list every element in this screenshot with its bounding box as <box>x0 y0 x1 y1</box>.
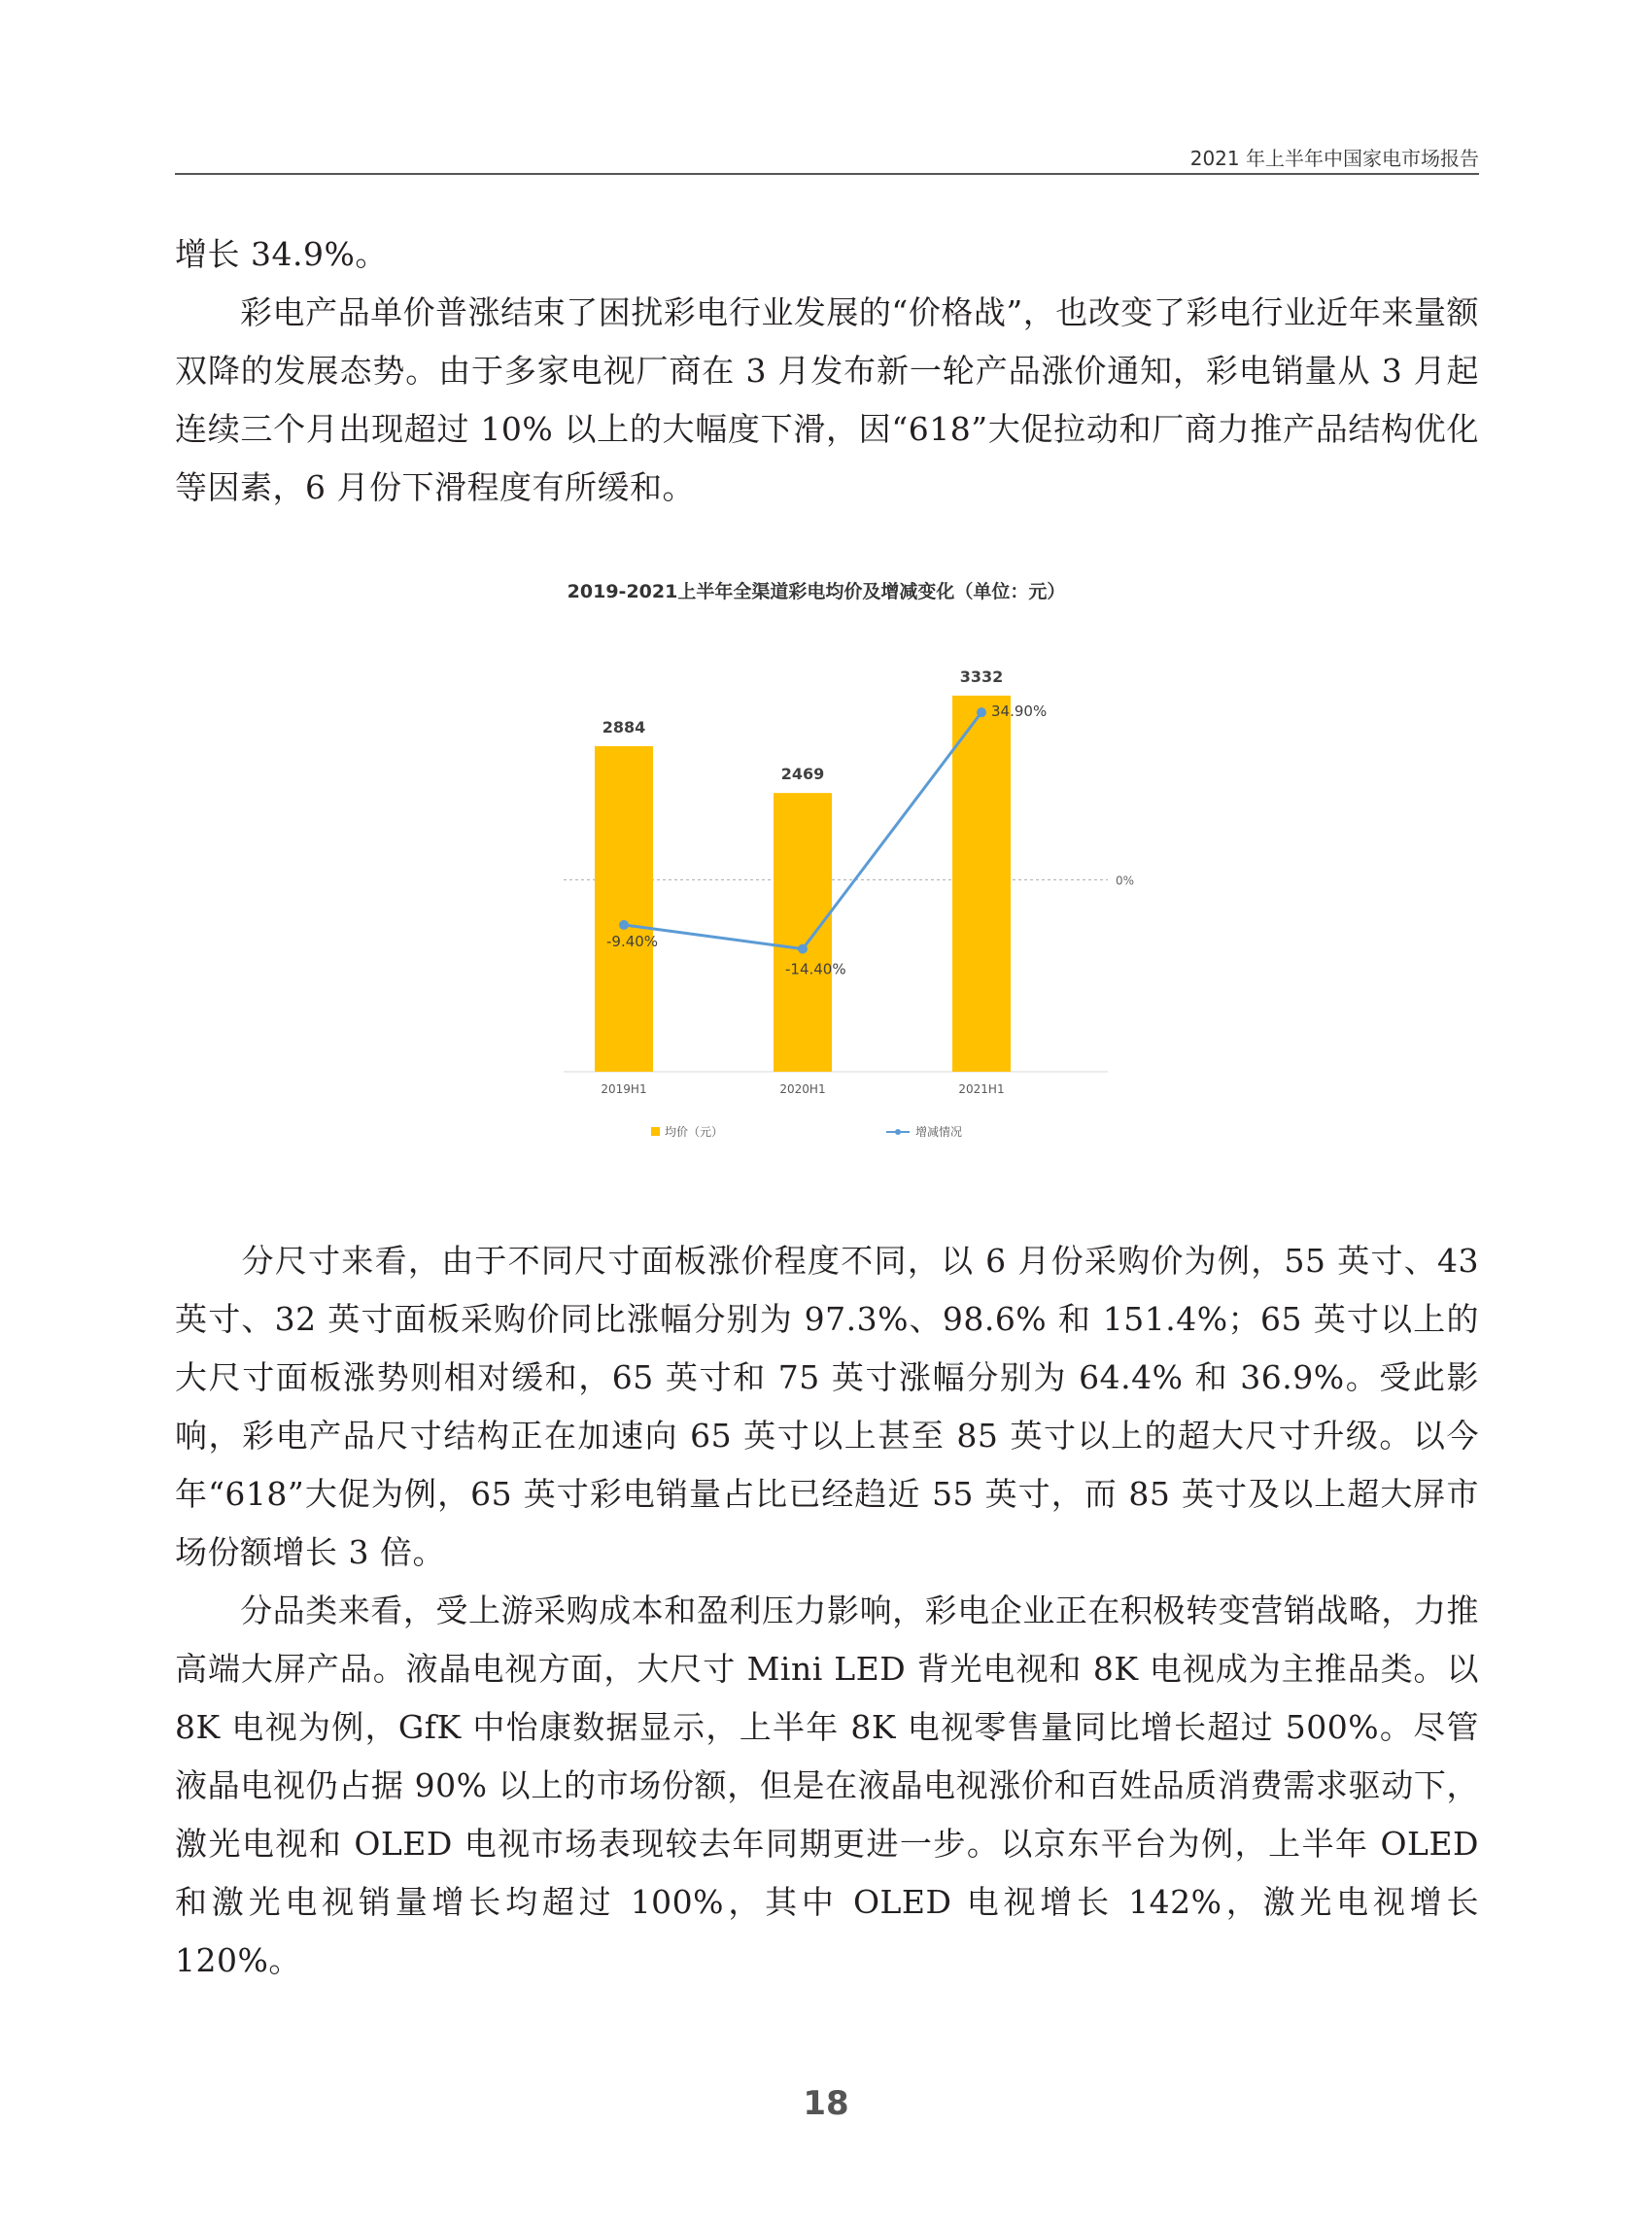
bar-2020H1 <box>774 793 832 1072</box>
bar-2019H1 <box>595 746 653 1072</box>
bar-label-2019H1: 2884 <box>602 717 646 736</box>
x-tick-label-2019H1: 2019H1 <box>601 1082 647 1096</box>
bar-label-2021H1: 3332 <box>959 667 1004 686</box>
legend-bar-label: 均价（元） <box>665 1125 724 1139</box>
price-chart <box>505 562 1135 1164</box>
growth-point-2021H1 <box>977 707 986 717</box>
legend-line-marker <box>895 1129 901 1135</box>
growth-label-2020H1: -14.40% <box>785 960 846 978</box>
paragraph-4: 分品类来看，受上游采购成本和盈利压力影响，彩电企业正在积极转变营销战略，力推高端大屏产品。液晶电视方面，大尺寸 Mini LED 背光电视和 8K 电视成为主推品类。以 8K 电视为例，GfK 中怡康数据显示，上半年 8K 电视零售量同比增长超过 500%。尽管液晶电视仍占据 90% 以上的市场份额，但是在液晶电视涨价和百姓品质消费需求驱动下，激光电视和 OLED 电视市场表现较去年同期更进一步。以京东平台为例，上半年 OLED 和激光电视销量增长均超过 100%，其中 OLED 电视增长 142%，激光电视增长 120%。 <box>175 1592 1479 1979</box>
growth-label-2021H1: 34.90% <box>991 702 1048 721</box>
header-rule <box>175 173 1479 175</box>
x-tick-label-2020H1: 2020H1 <box>779 1082 826 1096</box>
growth-point-2020H1 <box>798 944 808 954</box>
zero-label: 0% <box>1116 873 1135 888</box>
running-header: 2021 年上半年中国家电市场报告 <box>1189 147 1479 170</box>
x-tick-label-2021H1: 2021H1 <box>958 1082 1005 1096</box>
paragraph-1: 增长 34.9%。 <box>175 235 388 273</box>
chart-canvas <box>505 562 1135 1164</box>
paragraph-3: 分尺寸来看，由于不同尺寸面板涨价程度不同，以 6 月份采购价为例，55 英寸、43 英寸、32 英寸面板采购价同比涨幅分别为 97.3%、98.6% 和 151.4%；65 英寸以上的大尺寸面板涨势则相对缓和，65 英寸和 75 英寸涨幅分别为 64.4% 和 36.9%。受此影响，彩电产品尺寸结构正在加速向 65 英寸以上甚至 85 英寸以上的超大尺寸升级。以今年“618”大促为例，65 英寸彩电销量占比已经趋近 55 英寸，而 85 英寸及以上超大屏市场份额增长 3 倍。 <box>175 1242 1479 1571</box>
legend-bar-swatch <box>651 1127 660 1136</box>
page-number: 18 <box>803 2084 849 2123</box>
bar-label-2020H1: 2469 <box>780 765 825 784</box>
growth-point-2019H1 <box>619 920 629 930</box>
bar-2021H1 <box>952 696 1011 1072</box>
legend-line-label: 增减情况 <box>915 1125 963 1139</box>
growth-label-2019H1: -9.40% <box>606 932 659 950</box>
chart-title: 2019-2021上半年全渠道彩电均价及增减变化（单位：元） <box>567 581 1066 602</box>
paragraph-2: 彩电产品单价普涨结束了困扰彩电行业发展的“价格战”，也改变了彩电行业近年来量额双降的发展态势。由于多家电视厂商在 3 月发布新一轮产品涨价通知，彩电销量从 3 月起连续三个月出现超过 10% 以上的大幅度下滑，因“618”大促拉动和厂商力推产品结构优化等因素，6 月份下滑程度有所缓和。 <box>175 293 1479 506</box>
